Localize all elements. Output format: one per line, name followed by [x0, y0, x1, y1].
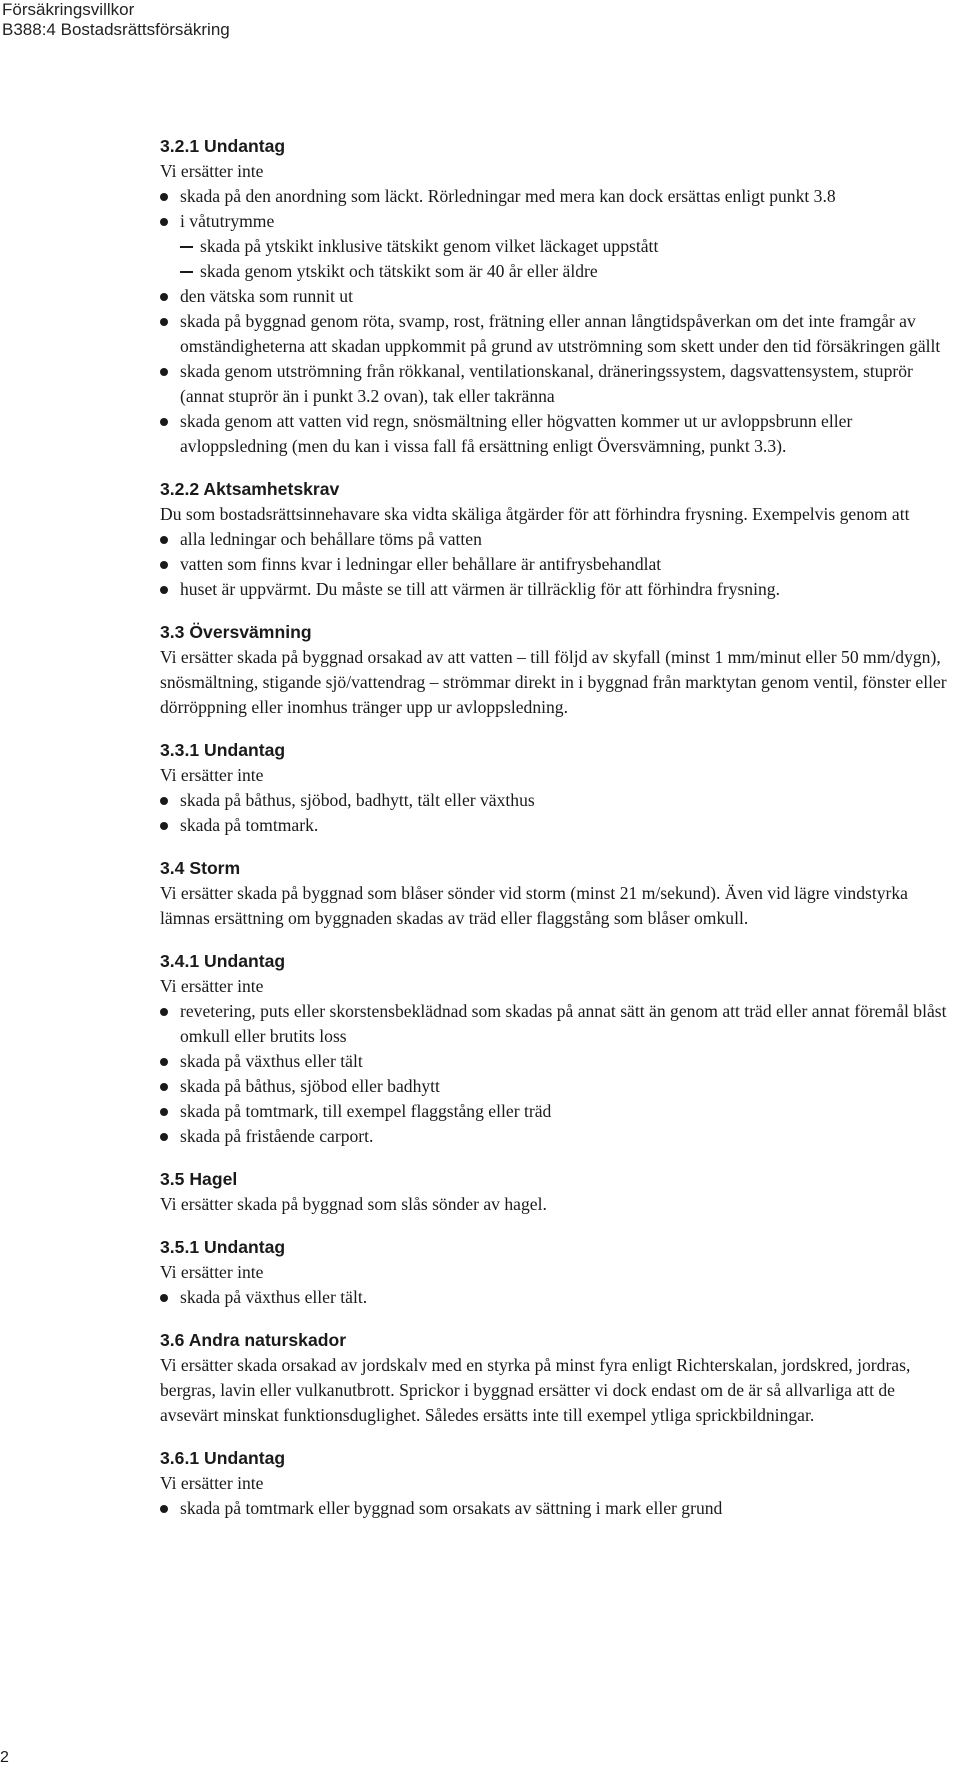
- list-item: i våtutrymme: [160, 209, 950, 234]
- section-3-6: [160, 1328, 950, 1428]
- requirement-list: [160, 527, 950, 602]
- section-3-2-2: [160, 477, 950, 602]
- section-text: Vi ersätter skada på byggnad som blåser sönder vid storm (minst 21 m/sekund). Även vid lägre vindstyrka lämnas ersättning om byggnaden skadas av träd eller flaggstång som blåser omkull.: [160, 883, 908, 928]
- section-heading: 3.3 Översvämning: [160, 622, 312, 642]
- document-body: [160, 134, 950, 1539]
- section-heading: 3.5 Hagel: [160, 1169, 238, 1189]
- section-text: Vi ersätter skada på byggnad orsakad av att vatten – till följd av skyfall (minst 1 mm/minut eller 50 mm/dygn), snösmältning, stigande sjö/vattendrag – strömmar direkt in i byggnad från marktytan genom ventil, fönster eller dörröppning eller inomhus tränger upp ur avloppsledning.: [160, 647, 947, 717]
- document-code-title: B388:4 Bostadsrättsförsäkring: [2, 20, 230, 39]
- list-item: skada på båthus, sjöbod eller badhytt: [160, 1074, 950, 1099]
- section-3-5-1: [160, 1235, 950, 1310]
- section-heading: 3.5.1 Undantag: [160, 1237, 286, 1257]
- list-item: skada på växthus eller tält: [160, 1049, 950, 1074]
- exclusion-list: [160, 999, 950, 1149]
- section-heading: 3.4 Storm: [160, 858, 241, 878]
- section-intro: Vi ersätter inte: [160, 976, 264, 996]
- section-heading: 3.6.1 Undantag: [160, 1448, 286, 1468]
- exclusion-list: [160, 184, 950, 459]
- section-intro: Du som bostadsrättsinnehavare ska vidta skäliga åtgärder för att förhindra frysning. Exempelvis genom att: [160, 504, 910, 524]
- sub-list-item: skada genom ytskikt och tätskikt som är 40 år eller äldre: [160, 259, 950, 284]
- section-3-4-1: [160, 949, 950, 1149]
- list-item: skada på tomtmark eller byggnad som orsakats av sättning i mark eller grund: [160, 1496, 950, 1521]
- exclusion-list: [160, 1285, 950, 1310]
- section-heading: 3.4.1 Undantag: [160, 951, 286, 971]
- section-intro: Vi ersätter inte: [160, 765, 264, 785]
- sub-list-item: skada på ytskikt inklusive tätskikt genom vilket läckaget uppstått: [160, 234, 950, 259]
- list-item: skada på fristående carport.: [160, 1124, 950, 1149]
- section-text: Vi ersätter skada på byggnad som slås sönder av hagel.: [160, 1194, 547, 1214]
- section-3-3-1: [160, 738, 950, 838]
- section-heading: 3.2.1 Undantag: [160, 136, 286, 156]
- list-item: revetering, puts eller skorstensbeklädnad som skadas på annat sätt än genom att träd eller annat föremål blåst omkull eller brutits loss: [160, 999, 950, 1049]
- list-item: skada genom utströmning från rökkanal, ventilationskanal, dräneringssystem, dagsvattensystem, stuprör (annat stuprör än i punkt 3.2 ovan), tak eller takränna: [160, 359, 950, 409]
- list-item: skada på båthus, sjöbod, badhytt, tält eller växthus: [160, 788, 950, 813]
- exclusion-list: [160, 1496, 950, 1521]
- section-text: Vi ersätter skada orsakad av jordskalv med en styrka på minst fyra enligt Richterskalan, jordskred, jordras, bergras, lavin eller vulkanutbrott. Sprickor i byggnad ersätter vi dock endast om de är så allvarliga att de avsevärt minskat funktionsduglighet. Således ersätts inte till exempel ytliga sprickbildningar.: [160, 1355, 911, 1425]
- section-intro: Vi ersätter inte: [160, 1262, 264, 1282]
- page-number: 2: [0, 1749, 9, 1766]
- section-heading: 3.2.2 Aktsamhetskrav: [160, 479, 340, 499]
- list-item: skada på tomtmark.: [160, 813, 950, 838]
- document-type: Försäkringsvillkor: [2, 0, 135, 19]
- list-item: den vätska som runnit ut: [160, 284, 950, 309]
- exclusion-list: [160, 788, 950, 838]
- list-item: huset är uppvärmt. Du måste se till att värmen är tillräcklig för att förhindra frysning.: [160, 577, 950, 602]
- list-item: skada på byggnad genom röta, svamp, rost, frätning eller annan långtidspåverkan om det inte framgår av omständigheterna att skadan uppkommit på grund av utströmning som skett under den tid försäkringen gällt: [160, 309, 950, 359]
- list-item: vatten som finns kvar i ledningar eller behållare är antifrysbehandlat: [160, 552, 950, 577]
- section-3-4: [160, 856, 950, 931]
- list-item: alla ledningar och behållare töms på vatten: [160, 527, 950, 552]
- section-3-2-1: [160, 134, 950, 459]
- list-item: skada på tomtmark, till exempel flaggstång eller träd: [160, 1099, 950, 1124]
- section-3-3: [160, 620, 950, 720]
- list-item: skada på växthus eller tält.: [160, 1285, 950, 1310]
- list-item: skada genom att vatten vid regn, snösmältning eller högvatten kommer ut ur avloppsbrunn eller avloppsledning (men du kan i vissa fall få ersättning enligt Översvämning, punkt 3.3).: [160, 409, 950, 459]
- list-item: skada på den anordning som läckt. Rörledningar med mera kan dock ersättas enligt punkt 3.8: [160, 184, 950, 209]
- section-3-5: [160, 1167, 950, 1217]
- section-intro: Vi ersätter inte: [160, 1473, 264, 1493]
- section-intro: Vi ersätter inte: [160, 161, 264, 181]
- section-3-6-1: [160, 1446, 950, 1521]
- document-header: [2, 0, 230, 40]
- section-heading: 3.6 Andra naturskador: [160, 1330, 347, 1350]
- section-heading: 3.3.1 Undantag: [160, 740, 286, 760]
